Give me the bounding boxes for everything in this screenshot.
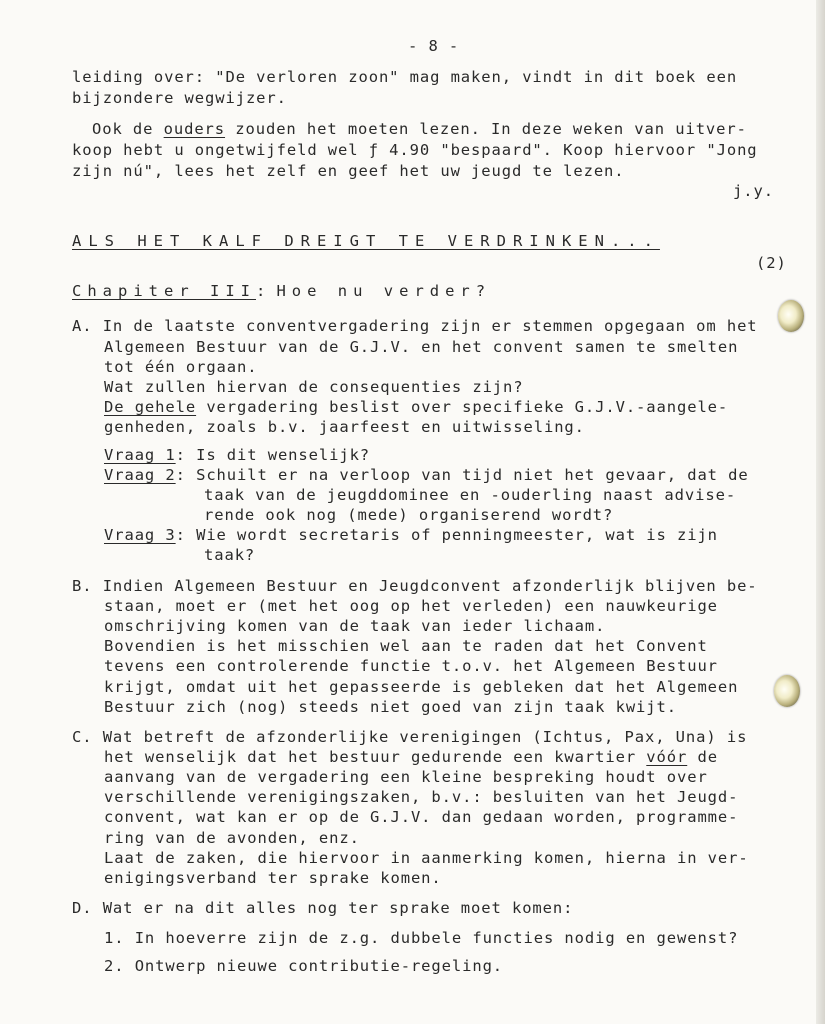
section-a-line (104, 397, 728, 417)
underlined-word: vóór (646, 748, 688, 766)
list-item: 1. In hoeverre zijn de z.g. dubbele functies nodig en gewenst? (104, 929, 739, 947)
text: het wenselijk dat het bestuur gedurende een kwartier (104, 748, 647, 766)
question-text: : Wie wordt secretaris of penningmeester, wat is zijn (175, 526, 718, 544)
section-d-line: D. Wat er na dit alles nog ter sprake moet komen: (72, 899, 574, 917)
section-b-line: omschrijving komen van de taak van ieder lichaam. (104, 617, 606, 635)
list-item: 2. Ontwerp nieuwe contributie-regeling. (104, 957, 504, 975)
section-c-line: aanvang van de vergadering een kleine bespreking houdt over (104, 768, 708, 786)
question-2-cont: rende ook nog (mede) organiserend wordt? (204, 506, 614, 524)
section-c-line (104, 747, 718, 767)
text: vergadering beslist over specifieke G.J.V.-aangele- (196, 398, 729, 416)
question-2 (104, 465, 749, 485)
page-edge-shadow (816, 0, 825, 1024)
article-part-number: (2) (756, 254, 787, 272)
section-b-line: Bestuur zich (nog) steeds niet goed van zijn taak kwijt. (104, 698, 677, 716)
underlined-word: ouders (163, 120, 226, 138)
chapter-colon: : (255, 282, 267, 300)
section-a-line: A. In de laatste conventvergadering zijn er stemmen opgegaan om het (72, 317, 758, 335)
section-c-line: Laat de zaken, die hiervoor in aanmerking komen, hierna in ver- (104, 849, 749, 867)
intro-paragraph-line (92, 119, 747, 139)
text: zouden het moeten lezen. In deze weken van uitver- (225, 120, 747, 138)
punch-hole-top (778, 300, 804, 332)
question-label: Vraag 1 (104, 446, 176, 464)
question-text: : Is dit wenselijk? (175, 446, 371, 464)
question-3-cont: taak? (204, 546, 256, 564)
question-label: Vraag 2 (104, 466, 176, 484)
underlined-word: De gehele (104, 398, 197, 416)
chapter-title: Hoe nu verder? (276, 282, 492, 300)
section-c-line: enigingsverband ter sprake komen. (104, 869, 442, 887)
section-a-line: Wat zullen hiervan de consequenties zijn? (104, 378, 524, 396)
signature-initials: j.y. (733, 182, 774, 200)
question-text: : Schuilt er na verloop van tijd niet het gevaar, dat de (175, 466, 749, 484)
section-b-line: krijgt, omdat uit het gepasseerde is gebleken dat het Algemeen (104, 678, 739, 696)
section-c-line: C. Wat betreft de afzonderlijke verenigingen (Ichtus, Pax, Una) is (72, 728, 748, 746)
chapter-label: Chapiter III (72, 282, 256, 300)
section-a-line: tot één orgaan. (104, 358, 258, 376)
question-2-cont: taak van de jeugddominee en -ouderling naast advise- (204, 486, 737, 504)
intro-paragraph-line: zijn nú", lees het zelf en geef het uw jeugd te lezen. (72, 162, 625, 180)
section-b-line: B. Indien Algemeen Bestuur en Jeugdconvent afzonderlijk blijven be- (72, 577, 758, 595)
punch-hole-bottom (774, 675, 800, 707)
section-c-line: convent, wat kan er op de G.J.V. dan gedaan worden, programme- (104, 808, 739, 826)
question-label: Vraag 3 (104, 526, 176, 544)
article-heading: ALS HET KALF DREIGT TE VERDRINKEN... (72, 232, 660, 250)
intro-line: leiding over: "De verloren zoon" mag maken, vindt in dit boek een (72, 68, 738, 86)
chapter-heading (72, 281, 491, 301)
section-b-line: staan, moet er (met het oog op het verleden) een nauwkeurige (104, 597, 718, 615)
section-c-line: verschillende verenigingszaken, b.v.: besluiten van het Jeugd- (104, 788, 739, 806)
section-a-line: Algemeen Bestuur van de G.J.V. en het convent samen te smelten (104, 338, 739, 356)
question-1 (104, 445, 370, 465)
text: de (687, 748, 718, 766)
section-b-line: tevens een controlerende functie t.o.v. het Algemeen Bestuur (104, 657, 718, 675)
section-b-line: Bovendien is het misschien wel aan te raden dat het Convent (104, 637, 708, 655)
intro-paragraph-line: koop hebt u ongetwijfeld wel ƒ 4.90 "bespaard". Koop hiervoor "Jong (72, 141, 758, 159)
section-c-line: ring van de avonden, enz. (104, 829, 360, 847)
section-a-line: genheden, zoals b.v. jaarfeest en uitwisseling. (104, 418, 585, 436)
text: Ook de (92, 120, 164, 138)
page-number: - 8 - (408, 37, 460, 55)
intro-line: bijzondere wegwijzer. (72, 89, 287, 107)
question-3 (104, 525, 718, 545)
